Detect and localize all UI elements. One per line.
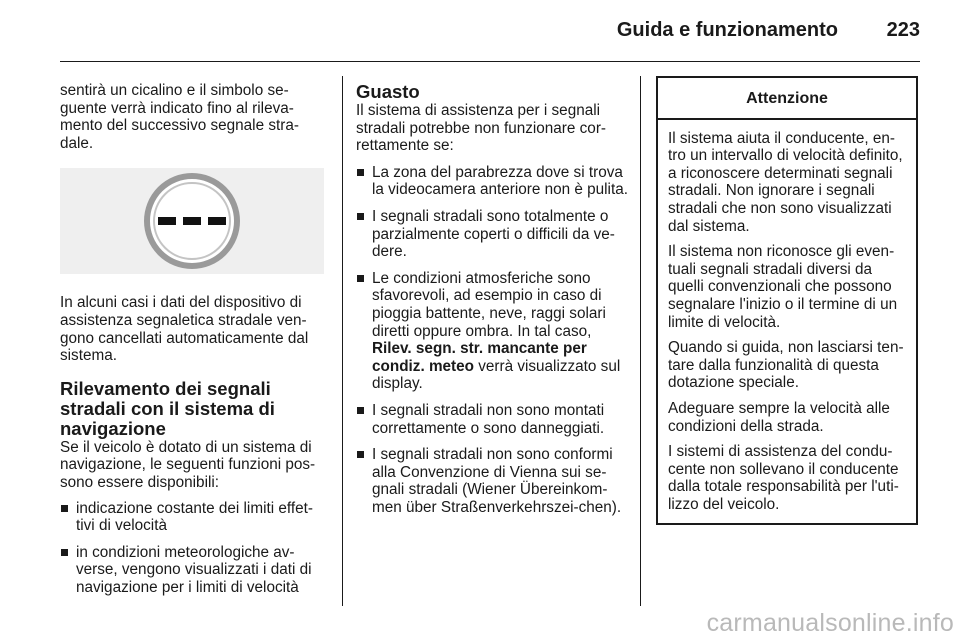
list-item: I segnali stradali non sono montati correttamente o sono danneggiati. (356, 402, 628, 437)
no-speed-limit-sign-icon (142, 171, 242, 271)
list-item: indicazione costante dei limiti effet-tivi di velocità (60, 500, 328, 535)
list-item-text: Le condizioni atmosferiche sono sfavorevoli, ad esempio in caso di pioggia battente, neve, raggi solari diretti oppure ombra. In tal caso, (372, 269, 606, 340)
column-1 (60, 82, 328, 606)
column-3 (656, 76, 918, 525)
fault-intro-paragraph: Il sistema di assistenza per i segnali stradali potrebbe non funzionare cor-rettamente se: (356, 102, 607, 155)
navigation-heading: Rilevamento dei segnali stradali con il sistema di navigazione (60, 377, 275, 439)
warning-paragraph: Adeguare sempre la velocità alle condizioni della strada. (668, 399, 890, 435)
warning-paragraph: Il sistema aiuta il conducente, en-tro un intervallo di velocità definito, a riconoscere determinati segnali stradali. Non ignorare i segnali stradali che non sono visualizzati dal sistema. (668, 129, 903, 235)
page-header-title: Guida e funzionamento (616, 19, 838, 41)
list-item: in condizioni meteorologiche av-verse, vengono visualizzati i dati di navigazione per i limiti di velocità (60, 544, 328, 597)
navigation-paragraph: Se il veicolo è dotato di un sistema di navigazione, le seguenti funzioni pos-sono essere disponibili: (60, 438, 316, 491)
column-divider-2 (640, 76, 641, 606)
navigation-bullet-list (60, 500, 328, 597)
list-item: I segnali stradali non sono conformi alla Convenzione di Vienna sui se-gnali stradali (Wiener Übereinkom-men über Straßenverkehrszei-chen). (356, 446, 628, 516)
warning-paragraph: Il sistema non riconosce gli even-tuali segnali stradali diversi da quelli convenzionali che possono segnalare l'inizio o il termine di un limite di velocità. (668, 243, 898, 331)
column-2 (356, 82, 628, 525)
page-number: 223 (886, 19, 920, 41)
warning-title: Attenzione (658, 78, 916, 120)
list-item (356, 270, 628, 393)
display-message: Rilev. segn. str. mancante per condiz. meteo (372, 340, 587, 375)
fault-bullet-list (356, 164, 628, 517)
warning-paragraph: I sistemi di assistenza del condu-cente non sollevano il conducente dalla totale responsabilità per l'uti-lizzo del veicolo. (668, 443, 899, 513)
warning-body (658, 120, 916, 524)
column-divider-1 (342, 76, 343, 606)
list-item-text: verrà visualizzato sul display. (372, 357, 621, 393)
data-deleted-paragraph: In alcuni casi i dati del dispositivo di assistenza segnaletica stradale ven-gono cancellati automaticamente dal sistema. (60, 294, 309, 365)
warning-box (656, 76, 918, 525)
header-rule (60, 61, 920, 62)
fault-heading: Guasto (356, 81, 420, 102)
list-item: La zona del parabrezza dove si trova la videocamera anteriore non è pulita. (356, 164, 628, 199)
warning-paragraph: Quando si guida, non lasciarsi ten-tare dalla funzionalità di questa dotazione speciale. (668, 339, 904, 392)
list-item: I segnali stradali sono totalmente o parzialmente coperti o difficili da ve-dere. (356, 208, 628, 261)
intro-paragraph: sentirà un cicalino e il simbolo se-guente verrà indicato fino al rileva-mento del successivo segnale stra-dale. (60, 82, 299, 152)
sign-illustration (60, 168, 324, 274)
watermark: carmanualsonline.info (706, 609, 954, 637)
